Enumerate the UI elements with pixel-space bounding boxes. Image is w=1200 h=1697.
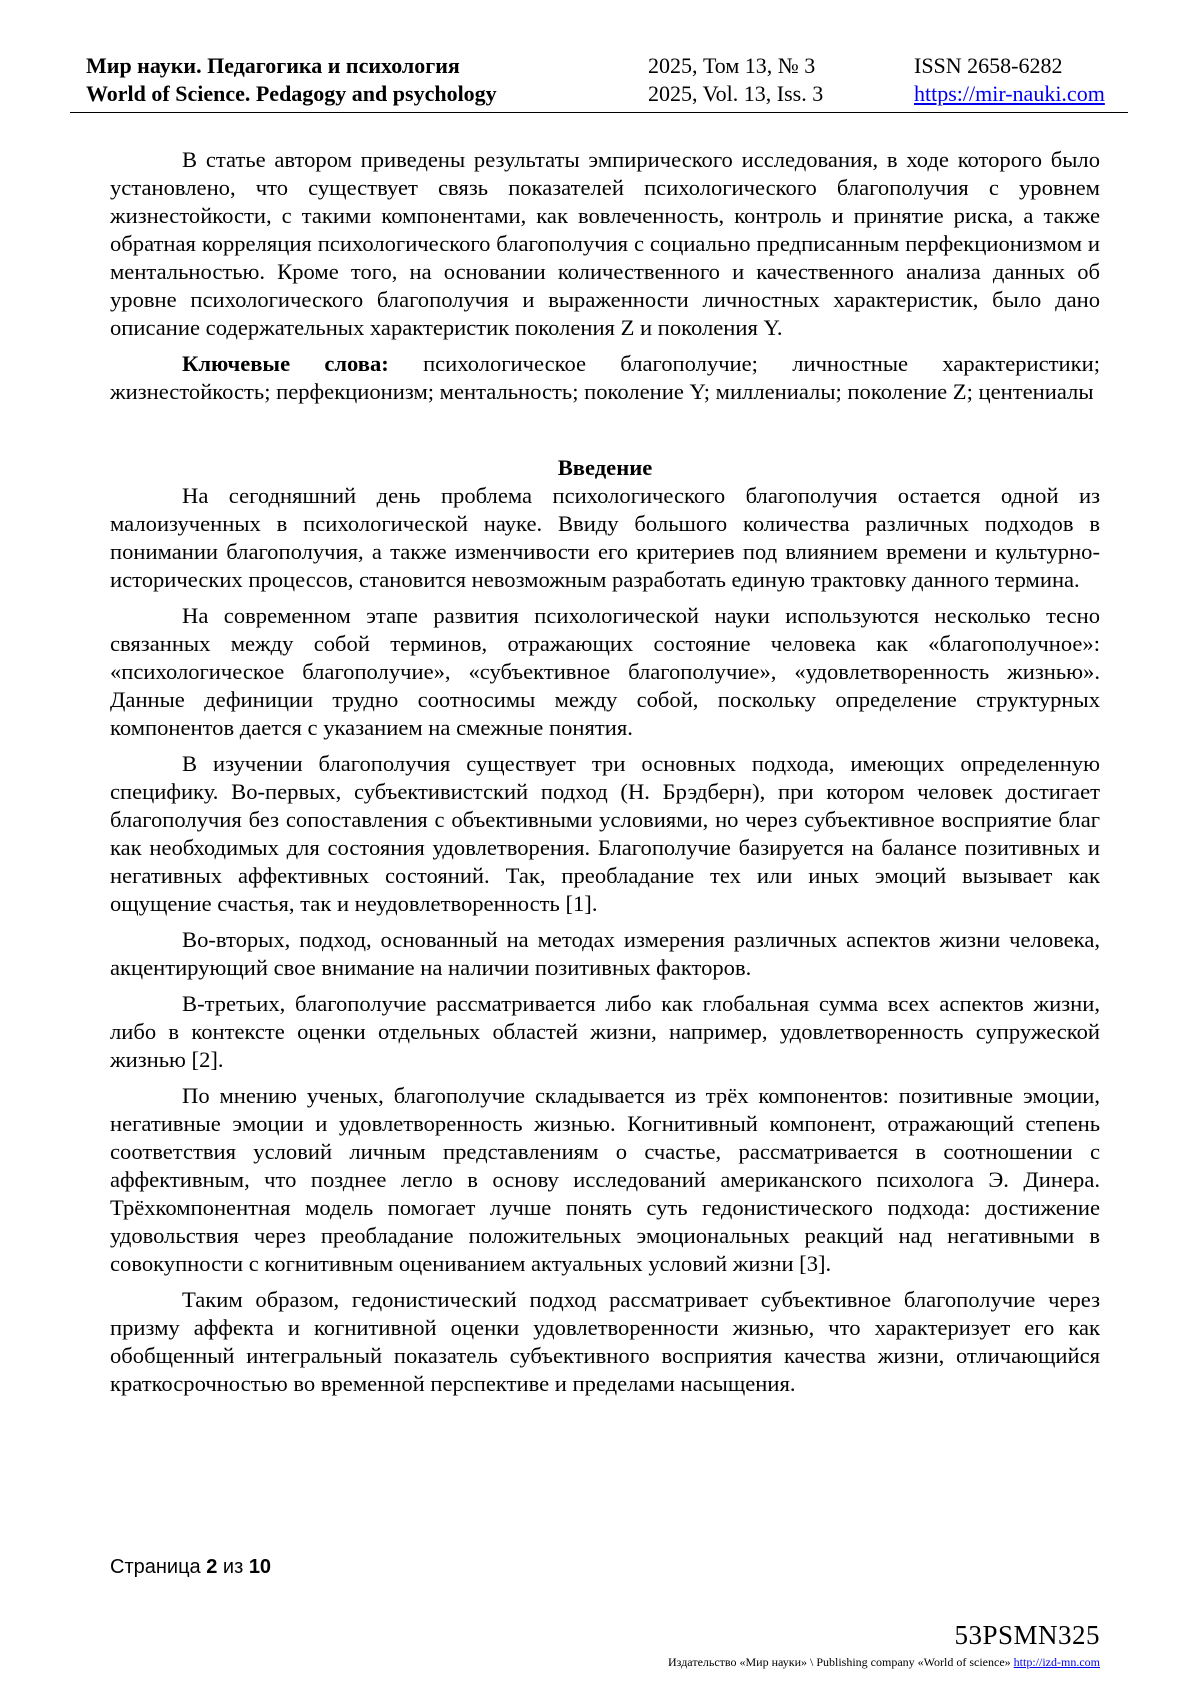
issue-en: 2025, Vol. 13, Iss. 3 [648, 81, 824, 106]
intro-paragraph-2: На современном этапе развития психологической науки используются несколько тесно связанных между собой терминов, отражающих состояние человека как «благополучное»: «психологическое благополучие», «субъективное благополучие», «удовлетворенность жизнью». Данные дефиниции трудно соотносимы между собой, поскольку определение структурных компонентов дается с указанием на смежные понятия. [110, 603, 1100, 740]
intro-paragraph-3: В изучении благополучия существует три основных подхода, имеющих определенную специфику. Во-первых, субъективистский подход (Н. Брэдберн), при котором человек достигает благополучия без сопоставления с объективными условиями, но через субъективное восприятие благ как необходимых для состояния удовлетворения. Благополучие базируется на балансе позитивных и негативных аффективных состояний. Так, преобладание тех или иных эмоций вызывает как ощущение счастья, так и неудовлетворенность [1]. [110, 751, 1100, 916]
intro-paragraph-4: Во-вторых, подход, основанный на методах измерения различных аспектов жизни человека, акцентирующий свое внимание на наличии позитивных факторов. [110, 927, 1100, 980]
issue-ru: 2025, Том 13, № 3 [648, 53, 816, 78]
page-label: Страница [110, 1556, 201, 1578]
publisher-url-link[interactable]: http://izd-mn.com [1013, 1655, 1100, 1669]
intro-paragraph-5: В-третьих, благополучие рассматривается либо как глобальная сумма всех аспектов жизни, либо в контексте оценки отдельных областей жизни, например, удовлетворенность супружеской жизнью [2]. [110, 991, 1100, 1072]
issn: ISSN 2658-6282 [914, 53, 1063, 78]
page-current: 2 [206, 1556, 218, 1578]
article-body [110, 146, 1100, 1406]
journal-url-link[interactable]: https://mir-nauki.com [914, 81, 1105, 106]
intro-paragraph-6: По мнению ученых, благополучие складывается из трёх компонентов: позитивные эмоции, негативные эмоции и удовлетворенность жизнью. Когнитивный компонент, отражающий степень соответствия условий личным представлениям о счастье, рассматривается в соотношении с аффективным, что позднее легло в основу исследований американского психолога Э. Динера. Трёхкомпонентная модель помогает лучше понять суть гедонистического подхода: достижение удовольствия через преобладание положительных эмоциональных реакций над негативными в совокупности с когнитивным оцениванием актуальных условий жизни [3]. [110, 1083, 1100, 1276]
page-number [110, 1556, 271, 1579]
keywords-text: психологическое благополучие; личностные характеристики; жизнестойкость; перфекционизм; ментальность; поколение Y; миллениалы; поколение Z; центениалы [110, 351, 1100, 404]
journal-title-block [86, 52, 497, 108]
publisher-line [668, 1655, 1100, 1670]
page-total: 10 [248, 1556, 272, 1578]
publisher-text: Издательство «Мир науки» \ Publishing company «World of science» [668, 1655, 1011, 1669]
section-title: Введение [557, 455, 653, 480]
page-of: из [222, 1556, 244, 1578]
keywords-paragraph [110, 350, 1100, 406]
intro-paragraph-7: Таким образом, гедонистический подход рассматривает субъективное благополучие через призму аффекта и когнитивной оценки удовлетворенности жизнью, что характеризует его как обобщенный интегральный показатель субъективного восприятия качества жизни, отличающийся краткосрочностью во временной перспективе и пределами насыщения. [110, 1287, 1100, 1396]
journal-header [70, 52, 1128, 113]
article-code: 53PSMN325 [954, 1620, 1100, 1650]
journal-title-en: World of Science. Pedagogy and psychology [86, 81, 497, 106]
abstract-paragraph: В статье автором приведены результаты эмпирического исследования, в ходе которого было установлено, что существует связь показателей психологического благополучия с уровнем жизнестойкости, с такими компонентами, как вовлеченность, контроль и принятие риска, а также обратная корреляция психологического благополучия с социально предписанным перфекционизмом и ментальностью. Кроме того, на основании количественного и качественного анализа данных об уровне психологического благополучия и выраженности личностных характеристик, было дано описание содержательных характеристик поколения Z и поколения Y. [110, 147, 1100, 340]
keywords-label: Ключевые слова: [182, 351, 389, 376]
intro-paragraph-1: На сегодняшний день проблема психологического благополучия остается одной из малоизученных в психологической науке. Ввиду большого количества различных подходов в понимании благополучия, а также изменчивости его критериев под влиянием времени и культурно-исторических процессов, становится невозможным разработать единую трактовку данного термина. [110, 483, 1100, 592]
issn-block [914, 52, 1105, 108]
issue-block [648, 52, 823, 108]
journal-title-ru: Мир науки. Педагогика и психология [86, 53, 460, 78]
